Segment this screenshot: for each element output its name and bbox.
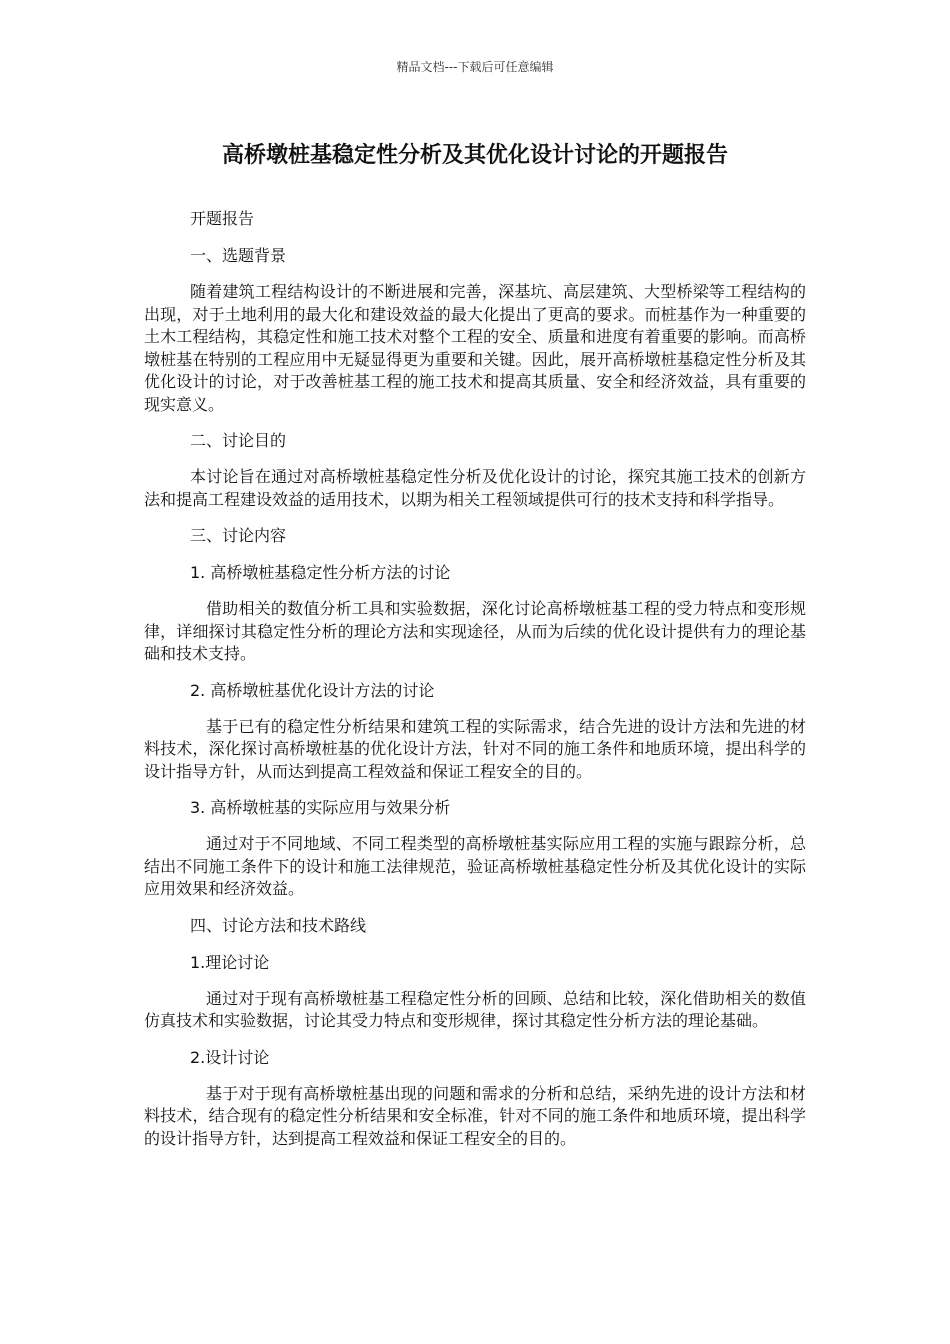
page-header-note: 精品文档---下载后可任意编辑 [396,60,554,74]
section-heading-methods: 四、讨论方法和技术路线 [190,915,367,935]
paragraph-application-analysis: 通过对于不同地域、不同工程类型的高桥墩桩基实际应用工程的实施与跟踪分析，总结出不同施工条件下的设计和施工法律规范，验证高桥墩桩基稳定性分析及其优化设计的实际应用效果和经济效益。 [144,834,806,898]
paragraph-theory: 通过对于现有高桥墩桩基工程稳定性分析的回顾、总结和比较，深化借助相关的数值仿真技术和实验数据，讨论其受力特点和变形规律，探讨其稳定性分析方法的理论基础。 [144,988,806,1030]
section-heading-report: 开题报告 [190,209,255,228]
paragraph-design: 基于对于现有高桥墩桩基出现的问题和需求的分析和总结，采纳先进的设计方法和材料技术，结合现有的稳定性分析结果和安全标准，针对不同的施工条件和地质环境，提出科学的设计指导方针，达到提高工程效益和保证工程安全的目的。 [144,1083,806,1148]
subheading-application-analysis: 3. 高桥墩桩基的实际应用与效果分析 [190,798,451,817]
paragraph-optimization-design: 基于已有的稳定性分析结果和建筑工程的实际需求，结合先进的设计方法和先进的材料技术，深化探讨高桥墩桩基的优化设计方法，针对不同的施工条件和地质环境，提出科学的设计指导方针，从而达到提高工程效益和保证工程安全的目的。 [144,716,806,781]
document-title: 高桥墩桩基稳定性分析及其优化设计讨论的开题报告 [221,143,728,168]
paragraph-stability-analysis: 借助相关的数值分析工具和实验数据，深化讨论高桥墩桩基工程的受力特点和变形规律，详细探讨其稳定性分析的理论方法和实现途径，从而为后续的优化设计提供有力的理论基础和技术支持。 [144,599,806,663]
paragraph-purpose: 本讨论旨在通过对高桥墩桩基稳定性分析及优化设计的讨论，探究其施工技术的创新方法和提高工程建设效益的适用技术，以期为相关工程领域提供可行的技术支持和科学指导。 [144,467,806,509]
paragraph-background: 随着建筑工程结构设计的不断进展和完善，深基坑、高层建筑、大型桥梁等工程结构的出现，对于土地利用的最大化和建设效益的最大化提出了更高的要求。而桩基作为一种重要的土木工程结构，其稳定性和施工技术对整个工程的安全、质量和进度有着重要的影响。而高桥墩桩基在特别的工程应用中无疑显得更为重要和关键。因此，展开高桥墩桩基稳定性分析及其优化设计的讨论，对于改善桩基工程的施工技术和提高其质量、安全和经济效益，具有重要的现实意义。 [144,282,806,414]
section-heading-purpose: 二、讨论目的 [190,431,287,450]
subheading-optimization-design: 2. 高桥墩桩基优化设计方法的讨论 [190,680,435,700]
section-heading-content: 三、讨论内容 [190,526,287,545]
subheading-design: 2.设计讨论 [190,1047,270,1067]
subheading-theory: 1.理论讨论 [190,952,270,972]
section-heading-background: 一、选题背景 [190,246,287,265]
subheading-stability-analysis: 1. 高桥墩桩基稳定性分析方法的讨论 [190,563,451,582]
document-body [144,207,806,1163]
